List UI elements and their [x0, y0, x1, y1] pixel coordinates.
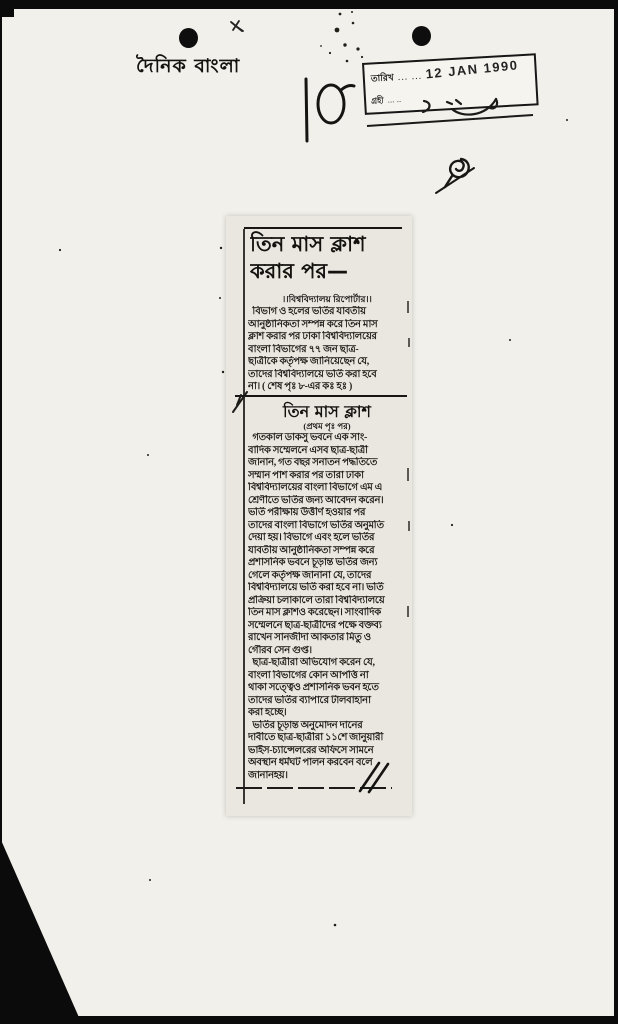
text-line: গতকাল ডাকসু ভবনে এক সাং- [248, 432, 368, 443]
stamp-dotted-line: ... ... [397, 70, 423, 84]
handwritten-10-mark [306, 79, 354, 141]
date-received-stamp [362, 53, 539, 115]
newspaper-masthead: দৈনিক বাংলা [136, 55, 241, 77]
text-line: ছাত্রীকে কর্তৃপক্ষ জানিয়েছেন যে, [248, 356, 369, 367]
text-line: তাদের বাংলা বিভাগে ভর্তির অনুমতি [248, 519, 384, 531]
text-line: না। ( শেষ পৃঃ ৮-এর কঃ হঃ ) [248, 381, 353, 392]
text-line: ভাইস-চ্যান্সেলরের অফিসে সামনে [248, 744, 374, 756]
lead-paragraph [248, 306, 410, 394]
stamp-date-value: 12 JAN 1990 [425, 57, 520, 82]
text-line: জানান, গত বছর সনাতন পদ্ধতিতে [248, 457, 378, 468]
text-line: করা হচ্ছে। [248, 707, 287, 718]
scan-border-bottom [0, 1016, 618, 1024]
handwritten-page-number-mark [436, 159, 474, 193]
stamp-receiver-label: গ্রহী [370, 95, 384, 106]
headline-line: তিন মাস ক্লাশ [250, 232, 366, 256]
clipping-byline: ।।বিশ্ববিদ্যালয় রিপোর্টার।। [282, 294, 372, 304]
newspaper-clipping [226, 216, 412, 816]
text-line: ক্লাশ করার পর ঢাকা বিশ্ববিদ্যালয়ের [248, 331, 377, 342]
text-line: অবস্থান ধর্মঘট পালন করবেন বলে [248, 757, 373, 768]
clipping-top-rule [244, 227, 402, 229]
pen-cross-mark [231, 21, 243, 31]
headline-line: করার পর— [250, 259, 349, 283]
continuation-body [248, 432, 410, 784]
text-line: আনুষ্ঠানিকতা সম্পন্ন করে তিন মাস [248, 318, 378, 330]
text-line: থাকা সত্ত্বেও প্রশাসনিক ভবন হতে [248, 682, 379, 693]
text-line: প্রক্রিয়া চলাকালে তারা বিশ্ববিদ্যালয়ে [248, 594, 385, 606]
stamp-receiver-row [371, 89, 402, 109]
clipping-column-rule [243, 229, 245, 804]
stamp-date-row [370, 57, 520, 86]
adjacent-column-remnant [407, 606, 409, 617]
text-line: দেয়া হয়। বিভাগে এবং হলে ভর্তির [248, 532, 375, 543]
text-line: গৌরব সেন গুপ্ত। [248, 644, 312, 656]
clipping-headline [250, 231, 408, 285]
text-line: গেলে কর্তৃপক্ষ জানানা যে, তাদের [248, 569, 372, 581]
adjacent-column-remnant [408, 521, 410, 531]
punch-hole-dot [412, 26, 431, 46]
stamp-double-bottom-line [367, 115, 533, 126]
stamp-dotted-line: ... .. [387, 93, 402, 105]
adjacent-column-remnant [408, 338, 410, 347]
text-line: ছাত্র-ছাত্রীরা অভিযোগ করেন যে, [248, 657, 375, 668]
text-line: প্রশাসনিক ভবনে চূড়ান্ত ভর্তির জন্য [248, 557, 378, 568]
pen-underline [236, 787, 392, 789]
continuation-title: তিন মাস ক্লাশ [283, 402, 371, 421]
scan-border-right [614, 0, 618, 1024]
text-line: শ্রেণীতে ভর্তির জন্য আবেদন করেন। [248, 494, 384, 506]
text-line: সম্মেলনে ছাত্র-ছাত্রীদের পক্ষে বক্তব্য [248, 619, 382, 631]
text-line: রাখেন সানজীদা আকতার মিতু ও [248, 632, 371, 643]
text-line: তাদের বিশ্ববিদ্যালয়ে ভর্তি করা হবে [248, 368, 377, 380]
continuation-subtitle: (প্রথম পৃঃ পর) [303, 421, 351, 431]
scan-border-corner-blob [0, 0, 14, 17]
text-line: বিশ্ববিদ্যালয়ে ভর্তি করা হবে না। ভর্তি [248, 582, 384, 593]
text-line: বাংলা বিভাগের ৭৭ জন ছাত্র- [248, 343, 359, 355]
scan-corner-shadow-triangle [0, 830, 130, 1024]
scan-border-top [0, 0, 618, 9]
text-line: বাংলা বিভাগের কোন আপত্তি না [248, 669, 369, 681]
text-line: সম্মান পাশ করার পর তারা ঢাকা [248, 469, 364, 481]
text-line: যাবতীয় আনুষ্ঠানিকতা সম্পন্ন করে [248, 544, 375, 556]
text-line: বাদিক সম্মেলনে এসব ছাত্র-ছাত্রী [248, 444, 368, 456]
stamp-date-label: তারিখ [370, 73, 394, 85]
punch-hole-dot [179, 28, 198, 48]
text-line: ভর্তি পরীক্ষায় উত্তীর্ণ হওয়ার পর [248, 507, 366, 518]
text-line: বিভাগ ও হলের ভর্তির যাবতীয় [248, 306, 366, 317]
text-line: তিন মাস ক্লাশও করেছেন। সাংবাদিক [248, 607, 381, 618]
text-line: দাবীতে ছাত্র-ছাত্রীরা ১১শে জানুয়ারী [248, 732, 384, 743]
text-line: বিশ্ববিদ্যালয়ের বাংলা বিভাগে এম এ [248, 482, 383, 493]
text-line: তাদের ভর্তির ব্যাপারে টালবাহানা [248, 694, 371, 706]
adjacent-column-remnant [407, 468, 409, 481]
text-line: জানানহয়। [248, 769, 288, 781]
adjacent-column-remnant [407, 301, 409, 313]
clipping-section-divider [235, 395, 407, 397]
text-line: ভর্তির চূড়ান্ত অনুমোদন দানের [248, 719, 363, 731]
